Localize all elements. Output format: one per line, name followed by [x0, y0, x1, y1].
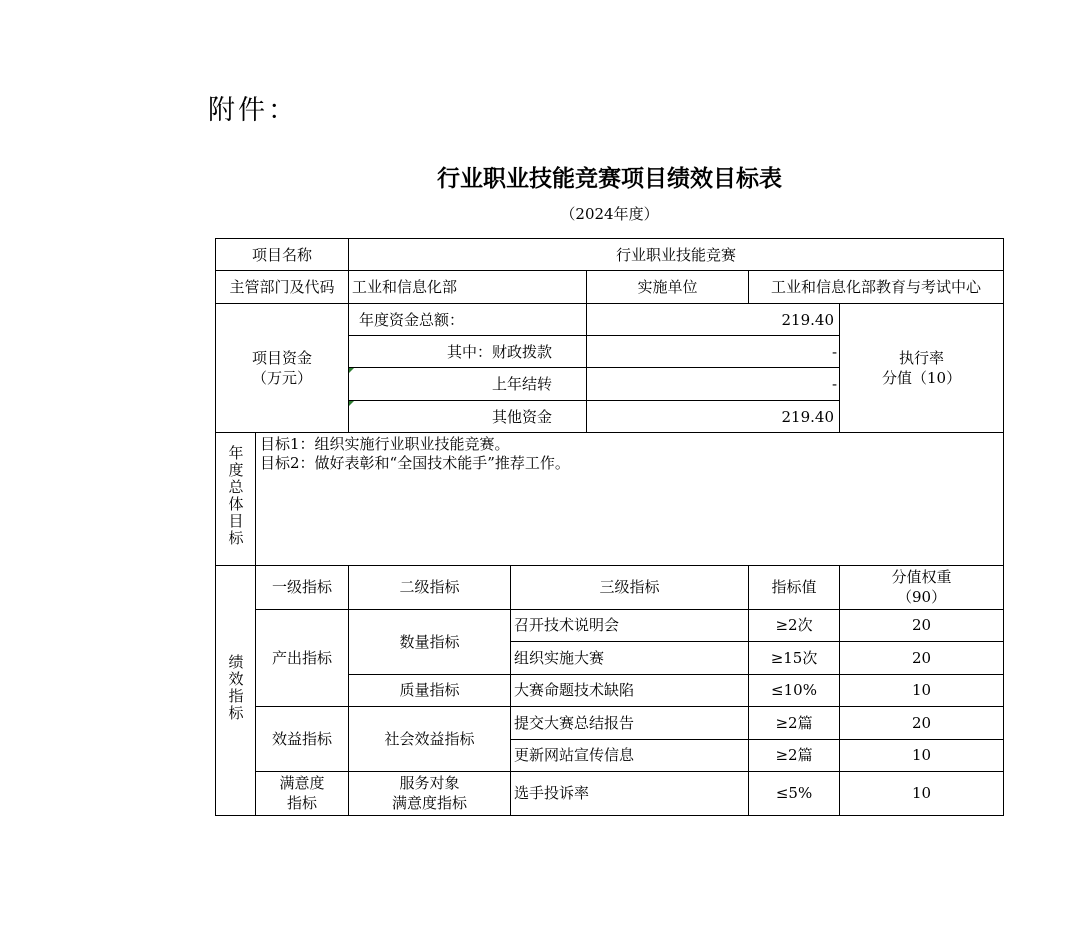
implementing-unit-label: 实施单位 [587, 271, 749, 304]
indicator-weight: 20 [840, 706, 1004, 739]
group-output: 产出指标 [256, 609, 349, 706]
implementing-unit-value: 工业和信息化部教育与考试中心 [749, 271, 1004, 304]
execution-rate-cell [840, 304, 1004, 433]
indicator-weight: 10 [840, 739, 1004, 771]
funds-carryover-value: - [587, 368, 840, 401]
funds-other-value: 219.40 [587, 401, 840, 433]
project-name-value: 行业职业技能竞赛 [349, 239, 1004, 271]
indicator-value: ≥2次 [749, 609, 840, 641]
indicator-value: ≤5% [749, 771, 840, 815]
funds-fiscal-value: - [587, 336, 840, 368]
indicator-value: ≥15次 [749, 641, 840, 674]
goals-content [256, 433, 1004, 565]
funds-fiscal-label: 其中：财政拨款 [349, 336, 587, 368]
funds-total-value: 219.40 [587, 304, 840, 336]
indicators-label-cell [216, 565, 256, 816]
table-row [216, 609, 1004, 641]
indicator-name: 召开技术说明会 [511, 609, 749, 641]
indicator-header-row [216, 565, 1004, 609]
subgroup-service [349, 771, 511, 815]
performance-target-table [215, 238, 1004, 816]
funds-other-label: 其他资金 [349, 401, 587, 433]
header-level1: 一级指标 [256, 565, 349, 609]
goal-line-1: 目标1：组织实施行业职业技能竞赛。 [260, 435, 510, 454]
group-satisfaction-line2: 指标 [287, 794, 318, 813]
subgroup-quality: 质量指标 [349, 674, 511, 706]
header-weight [840, 565, 1004, 609]
subgroup-quantity: 数量指标 [349, 609, 511, 674]
subgroup-social: 社会效益指标 [349, 706, 511, 771]
header-weight-line2: （90） [897, 588, 947, 607]
header-level2: 二级指标 [349, 565, 511, 609]
indicators-label: 绩效指标 [226, 653, 245, 722]
indicator-weight: 20 [840, 641, 1004, 674]
indicator-value: ≥2篇 [749, 706, 840, 739]
group-satisfaction [256, 771, 349, 815]
department-row [216, 271, 1004, 304]
indicator-weight: 10 [840, 674, 1004, 706]
indicator-name: 更新网站宣传信息 [511, 739, 749, 771]
funds-carryover-label: 上年结转 [349, 368, 587, 401]
project-name-label: 项目名称 [216, 239, 349, 271]
group-benefit: 效益指标 [256, 706, 349, 771]
group-satisfaction-line1: 满意度 [279, 774, 325, 793]
funds-label [216, 304, 349, 433]
subgroup-service-line2: 满意度指标 [392, 794, 468, 813]
funds-label-line2: （万元） [252, 369, 313, 388]
indicator-name: 选手投诉率 [511, 771, 749, 815]
goal-line-2: 目标2：做好表彰和“全国技术能手”推荐工作。 [260, 454, 570, 473]
goals-label-cell [216, 433, 256, 565]
funds-total-label: 年度资金总额： [349, 304, 587, 336]
indicator-value: ≤10% [749, 674, 840, 706]
funds-label-line1: 项目资金 [252, 349, 313, 368]
header-value: 指标值 [749, 565, 840, 609]
funds-row [216, 304, 1004, 336]
indicator-name: 大赛命题技术缺陷 [511, 674, 749, 706]
department-label: 主管部门及代码 [216, 271, 349, 304]
header-weight-line1: 分值权重 [891, 568, 952, 587]
goals-row [216, 433, 1004, 565]
indicator-name: 提交大赛总结报告 [511, 706, 749, 739]
table-row [216, 771, 1004, 815]
attachment-label: 附件： [208, 95, 298, 126]
department-value: 工业和信息化部 [349, 271, 587, 304]
indicator-name: 组织实施大赛 [511, 641, 749, 674]
goals-label: 年度总体目标 [226, 445, 245, 548]
subgroup-service-line1: 服务对象 [399, 774, 460, 793]
indicator-weight: 10 [840, 771, 1004, 815]
table-row [216, 706, 1004, 739]
document-title: 行业职业技能竞赛项目绩效目标表 [437, 165, 782, 192]
indicator-weight: 20 [840, 609, 1004, 641]
execution-rate-label: 执行率 [899, 349, 945, 368]
execution-rate-score: 分值（10） [882, 369, 962, 388]
project-name-row [216, 239, 1004, 271]
document-year: （2024年度） [560, 205, 659, 223]
indicator-value: ≥2篇 [749, 739, 840, 771]
header-level3: 三级指标 [511, 565, 749, 609]
